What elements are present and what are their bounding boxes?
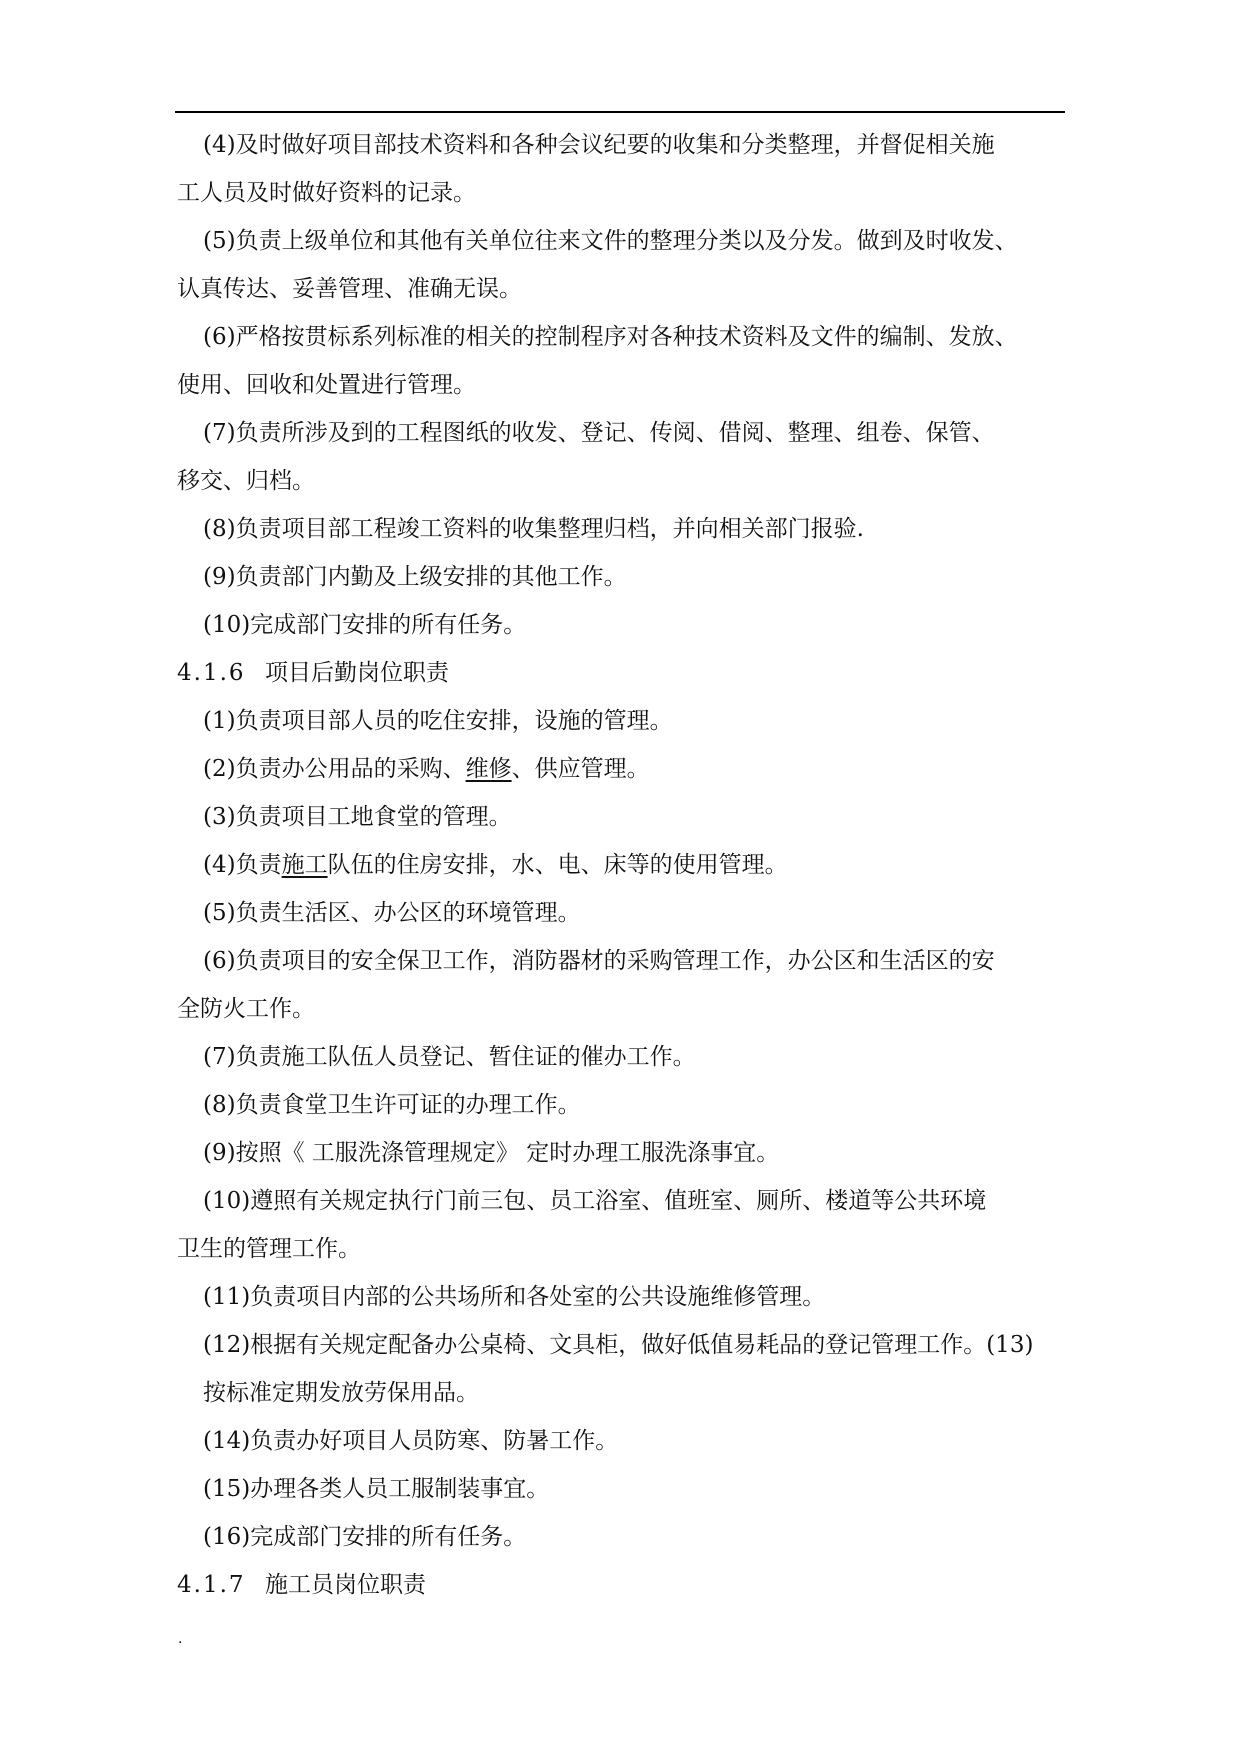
- section-title: 施工员岗位职责: [265, 1572, 426, 1598]
- footer-mark: .: [178, 1631, 183, 1647]
- paragraph-line: (6)负责项目的安全保卫工作，消防器材的采购管理工作，办公区和生活区的安: [203, 948, 995, 974]
- paragraph-line: 卫生的管理工作。: [177, 1236, 361, 1262]
- paragraph-line: (5)负责上级单位和其他有关单位往来文件的整理分类以及分发。做到及时收发、: [203, 228, 1018, 254]
- paragraph-line: 全防火工作。: [177, 996, 315, 1022]
- paragraph-line: 工人员及时做好资料的记录。: [177, 180, 476, 206]
- paragraph-line: (7)负责所涉及到的工程图纸的收发、登记、传阅、借阅、整理、组卷、保管、: [203, 420, 995, 446]
- section-heading-4-1-7: [177, 1561, 1067, 1609]
- underlined-link[interactable]: 维修: [465, 756, 512, 782]
- paragraph-line: (3)负责项目工地食堂的管理。: [203, 804, 512, 830]
- paragraph-line: (7)负责施工队伍人员登记、暂住证的催办工作。: [203, 1044, 696, 1070]
- document-body: [177, 121, 1067, 1609]
- paragraph-line: [177, 745, 1067, 793]
- paragraph-line: (11)负责项目内部的公共场所和各处室的公共设施维修管理。: [203, 1284, 826, 1310]
- paragraph-line: (5)负责生活区、办公区的环境管理。: [203, 900, 581, 926]
- section-number: 4.1.7: [177, 1572, 246, 1598]
- paragraph-line: (10)完成部门安排的所有任务。: [203, 612, 527, 638]
- paragraph-line: (8)负责食堂卫生许可证的办理工作。: [203, 1092, 581, 1118]
- paragraph-line: (16)完成部门安排的所有任务。: [203, 1524, 527, 1550]
- paragraph-line: (9)负责部门内勤及上级安排的其他工作。: [203, 564, 627, 590]
- paragraph-line: 移交、归档。: [177, 468, 315, 494]
- header-rule: [175, 111, 1065, 113]
- underlined-link[interactable]: 施工: [281, 852, 328, 878]
- paragraph-line: (14)负责办好项目人员防寒、防暑工作。: [203, 1428, 619, 1454]
- paragraph-line: (4)及时做好项目部技术资料和各种会议纪要的收集和分类整理，并督促相关施: [203, 132, 995, 158]
- paragraph-line: (15)办理各类人员工服制装事宜。: [203, 1476, 550, 1502]
- text-run: (2)负责办公用品的采购、: [203, 756, 466, 782]
- paragraph-line: (8)负责项目部工程竣工资料的收集整理归档，并向相关部门报验.: [203, 516, 864, 542]
- paragraph-line: 认真传达、妥善管理、准确无误。: [177, 276, 522, 302]
- paragraph-line: (9)按照《 工服洗涤管理规定》 定时办理工服洗涤事宜。: [203, 1140, 780, 1166]
- paragraph-line: (6)严格按贯标系列标准的相关的控制程序对各种技术资料及文件的编制、发放、: [203, 324, 1018, 350]
- paragraph-line: (12)根据有关规定配备办公桌椅、文具柜，做好低值易耗品的登记管理工作。(13): [203, 1332, 1034, 1358]
- paragraph-line: (10)遵照有关规定执行门前三包、员工浴室、值班室、厕所、楼道等公共环境: [203, 1188, 987, 1214]
- paragraph-line: [177, 841, 1067, 889]
- section-title: 项目后勤岗位职责: [265, 660, 449, 686]
- paragraph-line: (1)负责项目部人员的吃住安排，设施的管理。: [203, 708, 673, 734]
- section-heading-4-1-6: [177, 649, 1067, 697]
- paragraph-line: 按标准定期发放劳保用品。: [203, 1380, 479, 1406]
- section-number: 4.1.6: [177, 660, 246, 686]
- paragraph-line: 使用、回收和处置进行管理。: [177, 372, 476, 398]
- text-run: (4)负责: [203, 852, 282, 878]
- text-run: 队伍的住房安排，水、电、床等的使用管理。: [327, 852, 788, 878]
- text-run: 、供应管理。: [511, 756, 650, 782]
